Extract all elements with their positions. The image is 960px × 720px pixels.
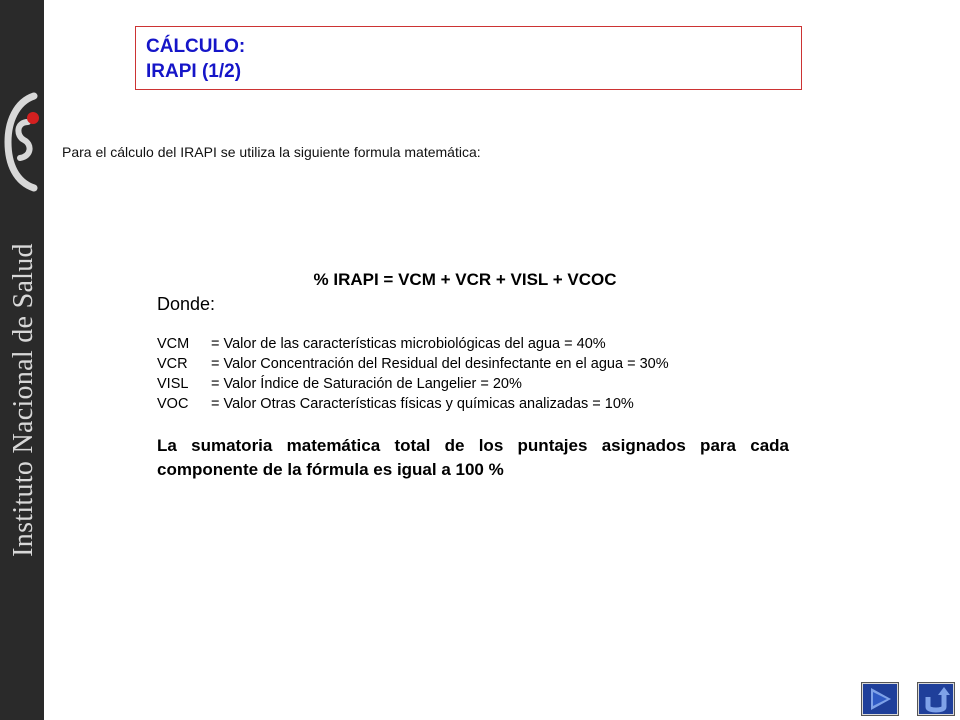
- play-right-icon: [862, 683, 898, 715]
- definition-desc: = Valor Otras Características físicas y químicas analizadas = 10%: [211, 396, 634, 412]
- donde-label: Donde:: [157, 294, 216, 314]
- definition-row: [157, 374, 797, 394]
- definition-row: [157, 394, 797, 414]
- formula-block: [157, 268, 797, 482]
- title-box: [135, 26, 802, 90]
- definition-row: [157, 334, 797, 354]
- return-arrow-icon: [918, 683, 954, 715]
- definition-desc: = Valor Concentración del Residual del desinfectante en el agua = 30%: [211, 356, 669, 372]
- page-title-line2: IRAPI (1/2): [146, 61, 242, 82]
- definition-row: [157, 354, 797, 374]
- intro-text: Para el cálculo del IRAPI se utiliza la siguiente formula matemática:: [62, 144, 481, 160]
- return-button[interactable]: [917, 682, 955, 716]
- definitions-list: [157, 334, 797, 414]
- definition-key: VCM: [157, 336, 190, 352]
- logo-icon: [2, 92, 42, 192]
- page-title-line1: CÁLCULO:: [146, 36, 246, 57]
- definition-key: VCR: [157, 356, 188, 372]
- brand-name: Instituto Nacional de Salud: [8, 243, 39, 557]
- definition-key: VOC: [157, 396, 189, 412]
- summary-text: La sumatoria matemática total de los puntajes asignados para cada componente de la fórmula es igual a 100 %: [157, 436, 789, 479]
- definition-desc: = Valor de las características microbiológicas del agua = 40%: [211, 336, 606, 352]
- formula-expression: % IRAPI = VCM + VCR + VISL + VCOC: [313, 270, 617, 289]
- sidebar-brand-strip: [0, 0, 44, 720]
- definition-desc: = Valor Índice de Saturación de Langelier = 20%: [211, 376, 522, 392]
- definition-key: VISL: [157, 376, 189, 392]
- next-slide-button[interactable]: [861, 682, 899, 716]
